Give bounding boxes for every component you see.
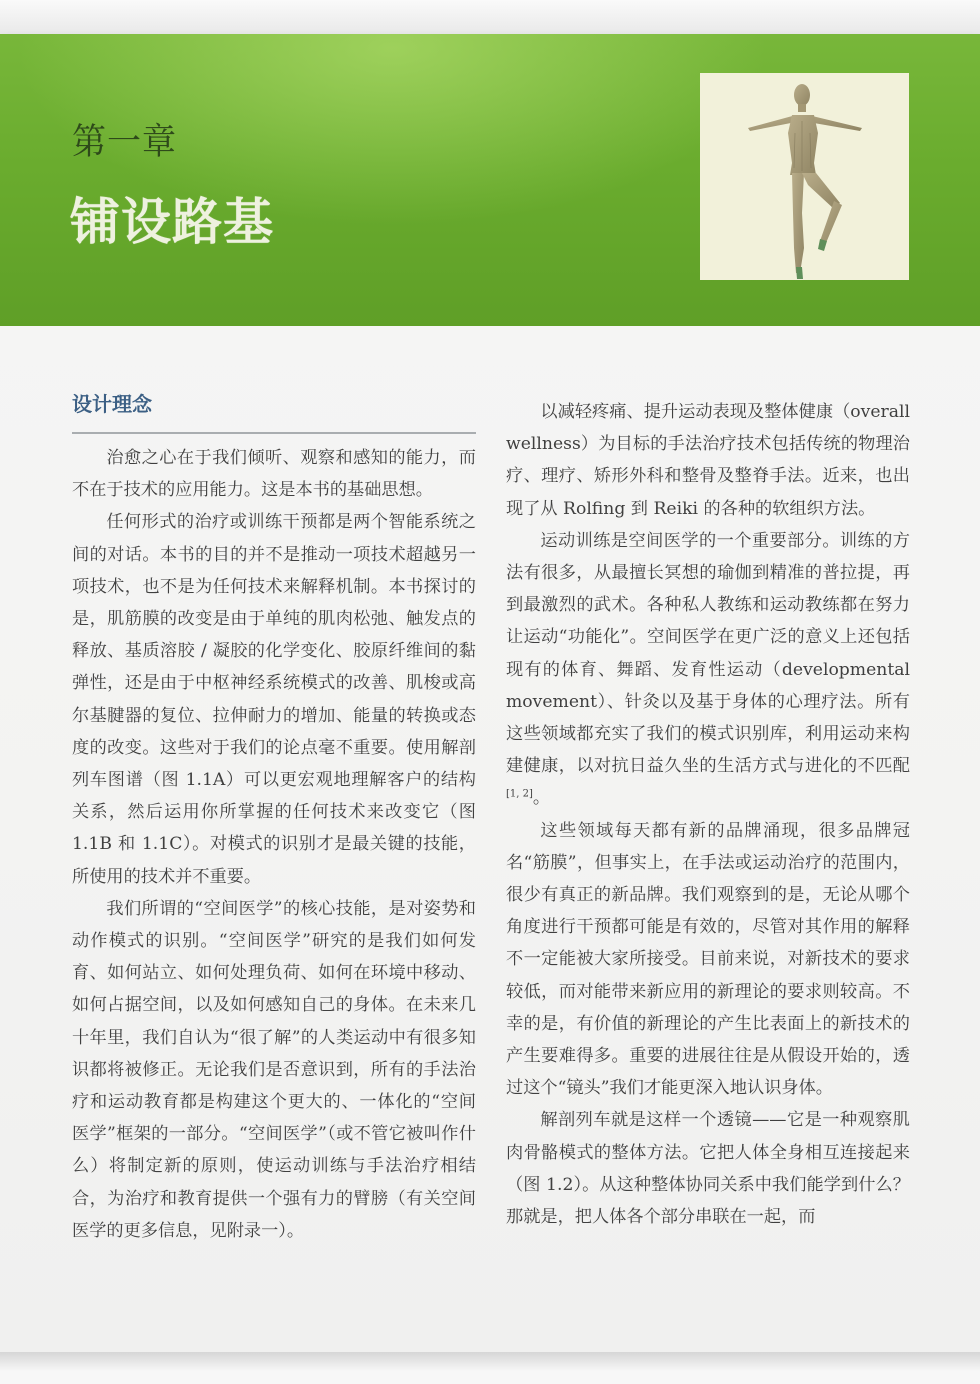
paragraph: 治愈之心在于我们倾听、观察和感知的能力，而不在于技术的应用能力。这是本书的基础思想。 <box>72 448 476 501</box>
anatomy-figure-icon <box>700 73 909 280</box>
book-page <box>0 34 980 1352</box>
paragraph-end-punctuation: 。 <box>532 788 551 809</box>
citation-reference: [1, 2] <box>506 788 533 800</box>
chapter-figure <box>700 73 909 280</box>
paragraph: 任何形式的治疗或训练干预都是两个智能系统之间的对话。本书的目的并不是推动一项技术超越另一项技术，也不是为任何技术来解释机制。本书探讨的是，肌筋膜的改变是由于单纯的肌肉松弛、触发点的释放、基质溶胶 / 凝胶的化学变化、胶原纤维间的黏弹性，还是由于中枢神经系统模式的改善、肌梭或高尔基腱器的复位、拉伸耐力的增加、能量的转换或态度的改变。这些对于我们的论点毫不重要。使用解剖列车图谱（图 1.1A）可以更宏观地理解客户的结构关系，然后运用你所掌握的任何技术来改变它（图 1.1B 和 1.1C）。对模式的识别才是最关键的技能，所使用的技术并不重要。 <box>72 512 476 887</box>
paragraph: 这些领域每天都有新的品牌涌现，很多品牌冠名“筋膜”，但事实上，在手法或运动治疗的范围内，很少有真正的新品牌。我们观察到的是，无论从哪个角度进行干预都可能是有效的，尽管对其作用的解释不一定能被大家所接受。目前来说，对新技术的要求较低，而对能带来新应用的新理论的要求则较高。不幸的是，有价值的新理论的产生比表面上的新技术的产生要难得多。重要的进展往往是从假设开始的，透过这个“镜头”我们才能更深入地认识身体。 <box>506 820 910 1099</box>
chapter-title: 铺设路基 <box>70 192 274 251</box>
section-heading: 设计理念 <box>72 390 476 434</box>
chapter-number: 第一章 <box>72 121 177 164</box>
paragraph: 以减轻疼痛、提升运动表现及整体健康（overall wellness）为目标的手法治疗技术包括传统的物理治疗、理疗、矫形外科和整骨及整脊手法。近来，也出现了从 Rolfing 到 Reiki 的各种的软组织方法。 <box>506 402 910 519</box>
paragraph: 我们所谓的“空间医学”的核心技能，是对姿势和动作模式的识别。“空间医学”研究的是我们如何发育、如何站立、如何处理负荷、如何在环境中移动、如何占据空间，以及如何感知自己的身体。在未来几十年里，我们自认为“很了解”的人类运动中有很多知识都将被修正。无论我们是否意识到，所有的手法治疗和运动教育都是构建这个更大的、一体化的“空间医学”框架的一部分。“空间医学”（或不管它被叫作什么）将制定新的原则，使运动训练与手法治疗相结合，为治疗和教育提供一个强有力的臂膀（有关空间医学的更多信息，见附录一）。 <box>72 898 476 1241</box>
chapter-banner <box>0 34 980 326</box>
left-column <box>72 390 476 1247</box>
scan-backdrop-bottom <box>0 1352 980 1384</box>
paragraph-text: 运动训练是空间医学的一个重要部分。训练的方法有很多，从最擅长冥想的瑜伽到精准的普拉提，再到最激烈的武术。各种私人教练和运动教练都在努力让运动“功能化”。空间医学在更广泛的意义上还包括现有的体育、舞蹈、发育性运动（developmental movement）、针灸以及基于身体的心理疗法。所有这些领域都充实了我们的模式识别库，利用运动来构建健康，以对抗日益久坐的生活方式与进化的不匹配 <box>506 530 910 777</box>
paragraph-with-citation <box>506 525 910 815</box>
paragraph: 解剖列车就是这样一个透镜——它是一种观察肌肉骨骼模式的整体方法。它把人体全身相互连接起来（图 1.2）。从这种整体协同关系中我们能学到什么？那就是，把人体各个部分串联在一起，而 <box>506 1110 910 1228</box>
right-column <box>506 396 910 1233</box>
scan-backdrop-top <box>0 0 980 34</box>
